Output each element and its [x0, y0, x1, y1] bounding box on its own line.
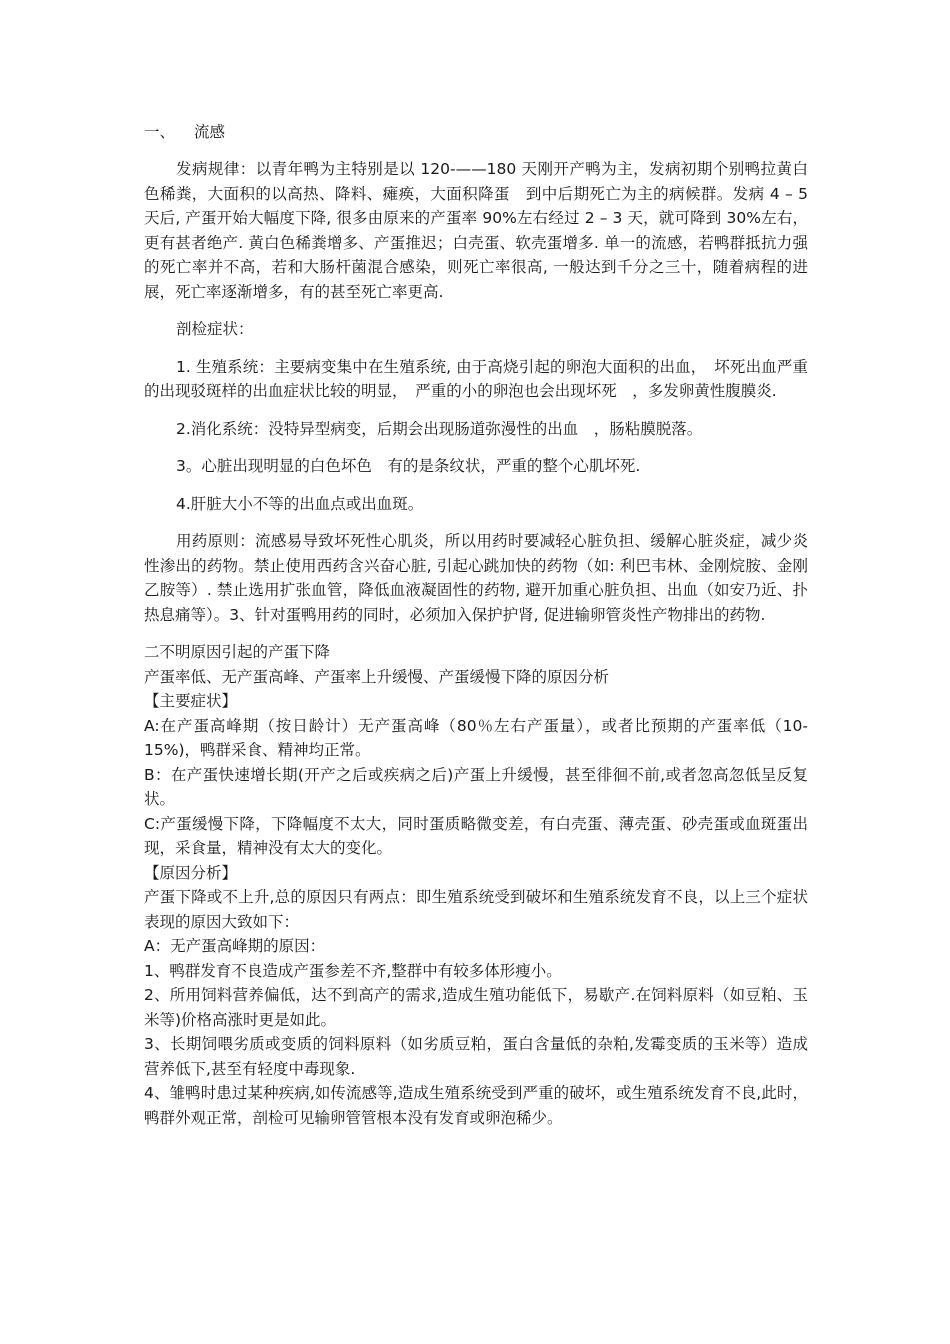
section2-subtitle: 产蛋率低、无产蛋高峰、产蛋率上升缓慢、产蛋缓慢下降的原因分析 [144, 667, 610, 686]
section2-title: 二不明原因引起的产蛋下降 [144, 643, 331, 661]
onset-pattern-paragraph: 发病规律：以青年鸭为主特别是以 120-——180 天刚开产鸭为主，发病初期个别鸭拉黄白色稀粪，大面积的以高热、降料、瘫痪，大面积降蛋 到中后期死亡为主的病候群。发病 4 – 5 天后, 产蛋开始大幅度下降, 很多由原来的产蛋率 90%左右经过 2 – 3 天，就可降到 30%左右，更有甚者绝产. 黄白色稀粪增多、产蛋推迟；白壳蛋、软壳蛋增多. 单一的流感，若鸭群抵抗力强的死亡率并不高，若和大肠杆菌混合感染，则死亡率很高, 一般达到千分之三十，随着病程的进展，死亡率逐渐增多，有的甚至死亡率更高. [144, 160, 808, 301]
symptom-c: C:产蛋缓慢下降，下降幅度不太大，同时蛋质略微变差，有白壳蛋、薄壳蛋、砂壳蛋或血斑蛋出现，采食量，精神没有太大的变化。 [144, 814, 808, 857]
cause-a-item-4: 4、雏鸭时患过某种疾病,如传流感等,造成生殖系统受到严重的破坏，或生殖系统发育不良,此时，鸭群外观正常，剖检可见输卵管管根本没有发育或卵泡稀少。 [144, 1084, 808, 1127]
cause-a-item-2: 2、所用饲料营养偏低，达不到高产的需求,造成生殖功能低下，易歇产.在饲料原料（如豆粕、玉米等)价格高涨时更是如此。 [144, 986, 808, 1029]
autopsy-title: 剖检症状： [176, 320, 254, 338]
autopsy-item-2: 2.消化系统：没特异型病变，后期会出现肠道弥漫性的出血 ，肠粘膜脱落。 [176, 419, 703, 438]
section1-number: 一、 [144, 123, 176, 141]
cause-intro: 产蛋下降或不上升,总的原因只有两点：即生殖系统受到破坏和生殖系统发育不良，以上三个症状表现的原因大致如下： [144, 888, 808, 931]
cause-a-item-3: 3、长期饲喂劣质或变质的饲料原料（如劣质豆粕，蛋白含量低的杂粕,发霉变质的玉米等）造成营养低下,甚至有轻度中毒现象. [144, 1035, 808, 1078]
cause-heading: 【原因分析】 [144, 863, 238, 882]
autopsy-item-3: 3。心脏出现明显的白色坏色 有的是条纹状，严重的整个心肌坏死. [176, 457, 641, 475]
section1-heading [144, 120, 808, 144]
medication-principle-paragraph: 用药原则：流感易导致坏死性心肌炎，所以用药时要减轻心脏负担、缓解心脏炎症，减少炎性渗出的药物。禁止使用西药含兴奋心脏, 引起心跳加快的药物（如: 利巴韦林、金刚烷胺、金刚乙胺等）. 禁止选用扩张血管，降低血液凝固性的药物, 避开加重心脏负担、出血（如安乃近、扑热息痛等）。3、针对蛋鸭用药的同时，必须加入保护护肾, 促进输卵管炎性产物排出的药物. [144, 532, 808, 624]
cause-a-title: A：无产蛋高峰期的原因： [144, 937, 326, 955]
symptoms-heading: 【主要症状】 [144, 692, 238, 710]
document-page [144, 120, 808, 1130]
autopsy-item-1: 1. 生殖系统：主要病变集中在生殖系统, 由于高烧引起的卵泡大面积的出血， 坏死出血严重的出现驳斑样的出血症状比较的明显， 严重的小的卵泡也会出现坏死 ，多发卵黄性腹膜炎. [144, 357, 808, 400]
symptom-a: A:在产蛋高峰期（按日龄计）无产蛋高峰（80％左右产蛋量），或者比预期的产蛋率低（10-15%)，鸭群采食、精神均正常。 [144, 716, 808, 759]
symptom-b: B：在产蛋快速增长期(开产之后或疾病之后)产蛋上升缓慢，甚至徘徊不前,或者忽高忽低呈反复状。 [144, 765, 808, 808]
section1-title: 流感 [194, 123, 226, 141]
cause-a-item-1: 1、鸭群发育不良造成产蛋参差不齐,整群中有较多体形瘦小。 [144, 961, 562, 980]
autopsy-item-4: 4.肝脏大小不等的出血点或出血斑。 [176, 494, 424, 513]
